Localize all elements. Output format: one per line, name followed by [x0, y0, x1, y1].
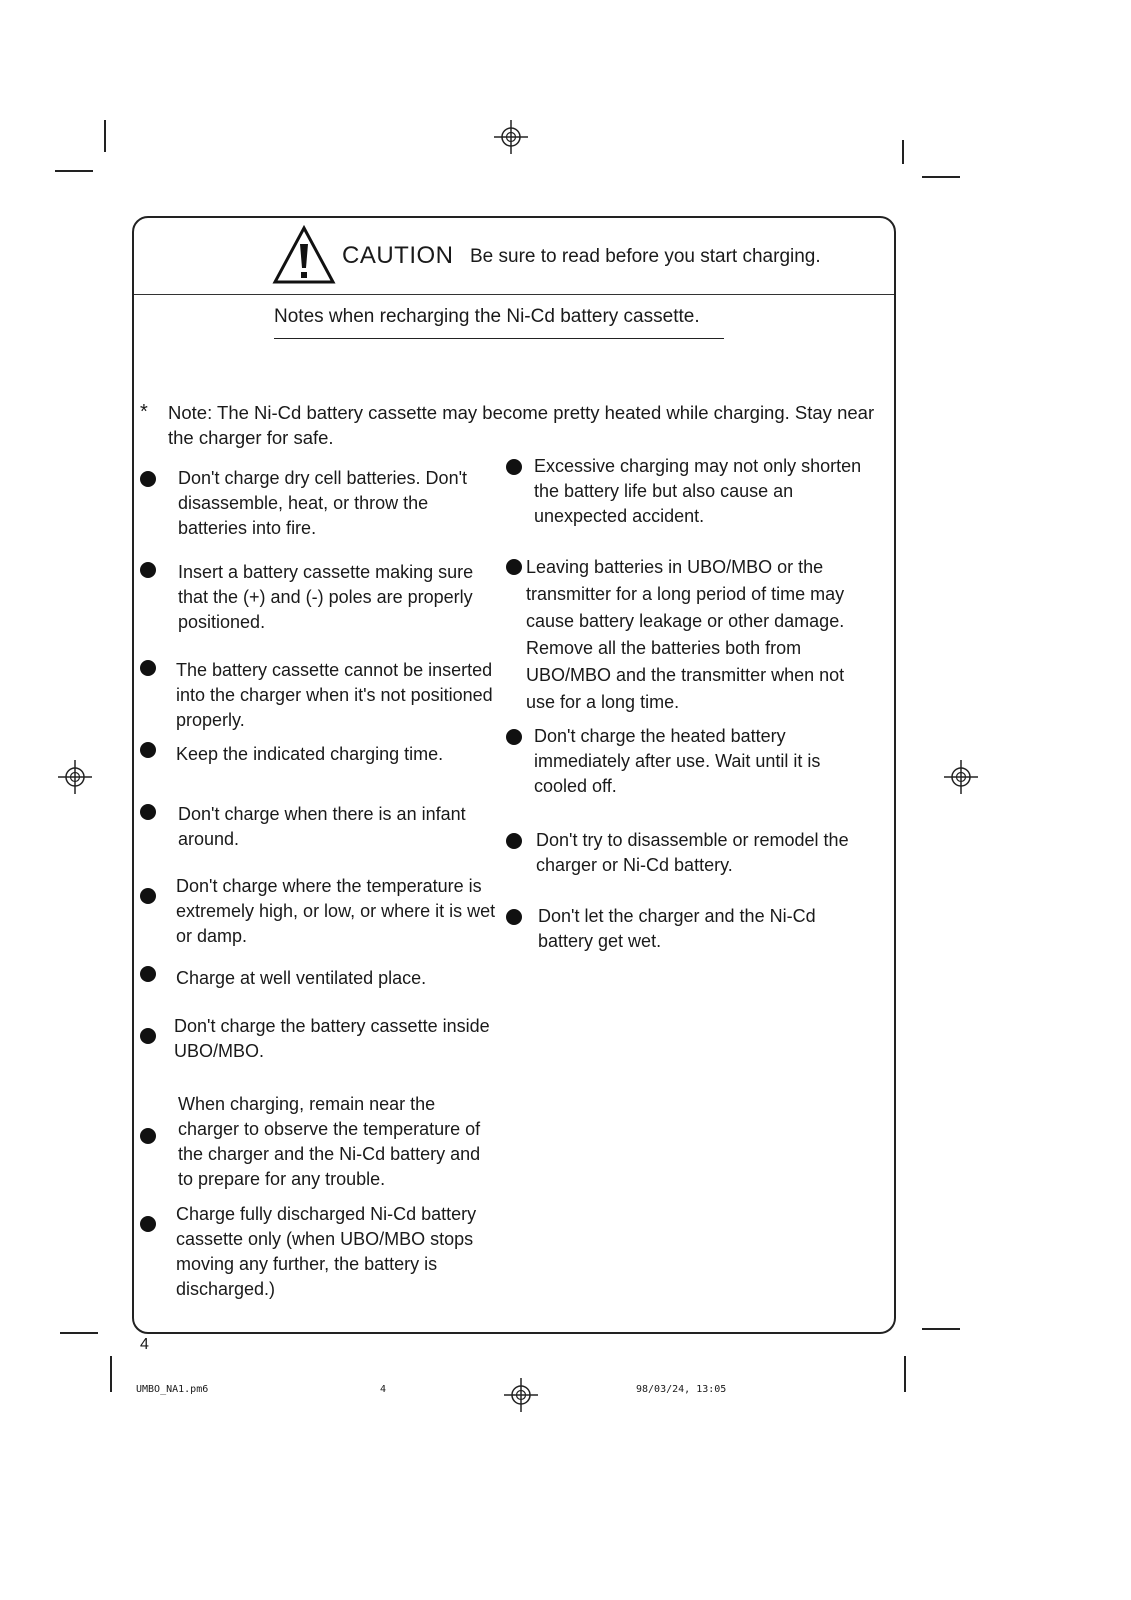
crop-mark	[104, 120, 106, 152]
bullet-icon	[140, 660, 156, 676]
registration-mark-icon	[504, 1378, 538, 1412]
bullet-icon	[506, 729, 522, 745]
caution-box	[132, 216, 896, 1334]
list-item: Don't charge when there is an infant around.	[140, 802, 496, 852]
caution-subtitle: Be sure to read before you start charging.	[470, 246, 821, 267]
list-item: Don't charge where the temperature is extremely high, or low, or where it is wet or damp.	[140, 874, 496, 949]
list-item: Excessive charging may not only shorten the battery life but also cause an unexpected accident.	[506, 454, 862, 529]
crop-mark	[60, 1332, 98, 1334]
note	[140, 400, 880, 450]
footer-file: UMBO_NA1.pm6	[136, 1384, 209, 1395]
list-item: Keep the indicated charging time.	[140, 742, 496, 767]
list-item: Charge at well ventilated place.	[140, 966, 496, 991]
bullet-icon	[140, 1028, 156, 1044]
bullet-icon	[140, 471, 156, 487]
bullet-icon	[506, 559, 522, 575]
page-number: 4	[140, 1336, 149, 1353]
caution-heading: CAUTION	[342, 242, 454, 269]
bullet-icon	[140, 888, 156, 904]
note-text: Note: The Ni-Cd battery cassette may become pretty heated while charging. Stay near the charger for safe.	[168, 402, 875, 448]
list-item: The battery cassette cannot be inserted into the charger when it's not positioned properly.	[140, 658, 496, 733]
crop-mark	[110, 1356, 112, 1392]
caution-header	[134, 218, 894, 295]
list-item: When charging, remain near the charger to observe the temperature of the charger and the Ni-Cd battery and to prepare for any trouble.	[140, 1092, 496, 1192]
bullet-icon	[506, 833, 522, 849]
registration-mark-icon	[58, 760, 92, 794]
crop-mark	[904, 1356, 906, 1392]
bullet-icon	[506, 909, 522, 925]
list-item: Insert a battery cassette making sure that the (+) and (-) poles are properly positioned.	[140, 560, 496, 635]
crop-mark	[922, 176, 960, 178]
bullet-icon	[140, 966, 156, 982]
footer-page: 4	[380, 1384, 387, 1395]
bullet-icon	[140, 804, 156, 820]
list-item: Don't let the charger and the Ni-Cd battery get wet.	[506, 904, 862, 954]
crop-mark	[902, 140, 904, 164]
registration-mark-icon	[944, 760, 978, 794]
note-asterisk: *	[140, 401, 148, 423]
bullet-icon	[140, 742, 156, 758]
list-item: Don't try to disassemble or remodel the charger or Ni-Cd battery.	[506, 828, 862, 878]
bullet-icon	[506, 459, 522, 475]
list-item: Leaving batteries in UBO/MBO or the transmitter for a long period of time may cause battery leakage or other damage. Remove all the batteries both from UBO/MBO and the transmitter when not use for a long time.	[506, 554, 866, 716]
section-title: Notes when recharging the Ni-Cd battery cassette.	[274, 306, 724, 339]
registration-mark-icon	[494, 120, 528, 154]
crop-mark	[922, 1328, 960, 1330]
list-item: Don't charge dry cell batteries. Don't disassemble, heat, or throw the batteries into fire.	[140, 466, 496, 541]
list-item: Don't charge the heated battery immediately after use. Wait until it is cooled off.	[506, 724, 862, 799]
list-item: Don't charge the battery cassette inside UBO/MBO.	[140, 1014, 496, 1064]
bullet-icon	[140, 562, 156, 578]
bullet-icon	[140, 1128, 156, 1144]
bullet-icon	[140, 1216, 156, 1232]
crop-mark	[55, 170, 93, 172]
footer-timestamp: 98/03/24, 13:05	[636, 1384, 727, 1395]
warning-triangle-icon	[272, 224, 336, 286]
list-item: Charge fully discharged Ni-Cd battery cassette only (when UBO/MBO stops moving any further, the battery is discharged.)	[140, 1202, 496, 1302]
